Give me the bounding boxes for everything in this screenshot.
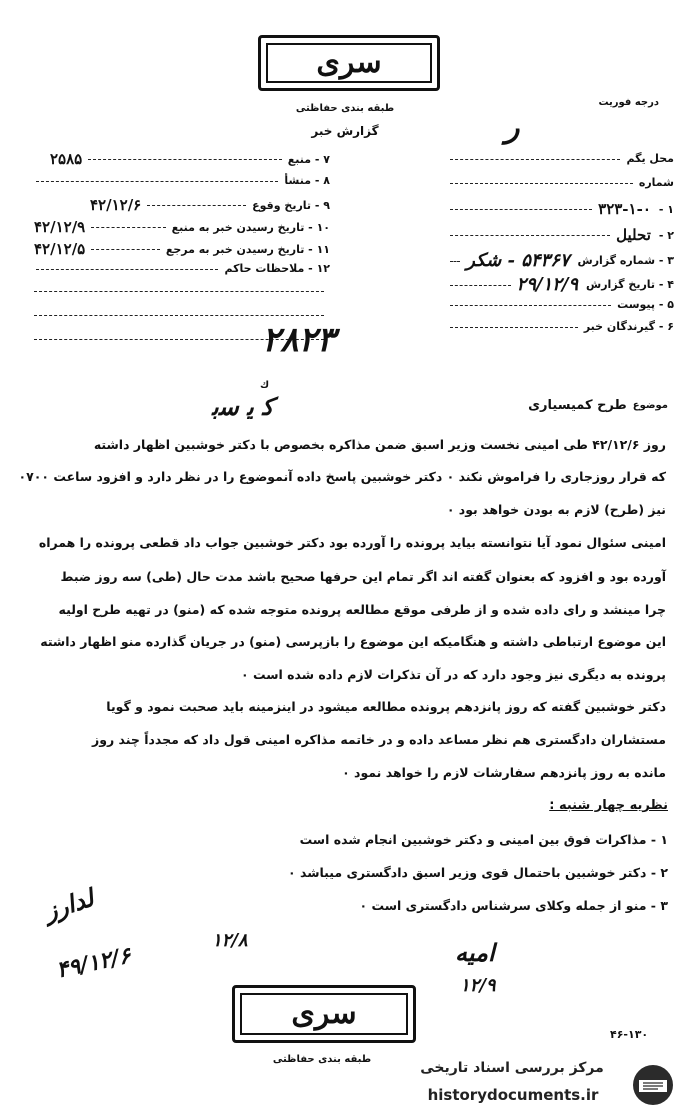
left-field-value: ۲۵۸۵: [50, 150, 83, 168]
form-code: ۴۶-۱۳۰: [610, 1028, 649, 1041]
right-field-label: ۲ -: [658, 228, 674, 242]
watermark-url: historydocuments.ir: [427, 1086, 599, 1104]
right-field-value: ۵۴۳۶۷ - شکر: [466, 250, 570, 271]
analysis-title: نظریه چهار شنبه :: [549, 798, 668, 813]
right-field-4: [444, 226, 674, 244]
handwritten-date-mid: ۱۲/۸: [212, 930, 248, 951]
body-line: پرونده به دیگری نیز وجود دارد که در آن تذکرات لازم داده شده است ۰: [241, 667, 666, 682]
bottom-secret-stamp-text: سری: [240, 993, 408, 1035]
watermark: [400, 1060, 690, 1110]
left-field-10: [30, 218, 330, 236]
left-field-11: [30, 240, 330, 258]
left-field-label: ۱۱ - تاریخ رسیدن خبر به مرجع: [165, 242, 330, 256]
left-field-label: ۸ - منشأ: [284, 174, 330, 187]
body-line: که قرار روزجاری را فراموش نکند ۰ دکتر خوشبین پاسخ داده آنموضوع را در نظر دارد و افزود ساعت ۰۷۰۰: [18, 469, 666, 484]
left-field-value: ۴۲/۱۲/۹: [34, 218, 86, 236]
urgency-label: درجه فوریت: [598, 97, 659, 108]
left-field-9: [30, 196, 330, 214]
right-field-value: تحلیل: [616, 226, 651, 244]
right-field-label: شماره: [638, 176, 674, 189]
right-field-label: ۵ - پیوست: [617, 298, 674, 311]
right-field-8: [444, 320, 674, 333]
subject-mark: ك: [260, 380, 270, 391]
right-field-6: [444, 274, 674, 295]
body-line: دکتر خوشبین گفته که روز پانزدهم پرونده مطالعه میشود در اینزمینه باید صحبت نمود و گویا: [106, 699, 666, 714]
watermark-logo-icon: [622, 1062, 684, 1112]
right-field-label: محل یگم: [626, 152, 674, 165]
handwritten-signature-date: ۱۲/۹: [460, 975, 496, 996]
body-line: نیز (طرح) لازم به بودن خواهد بود ۰: [446, 502, 666, 517]
urgency-mark: ر: [505, 110, 520, 145]
right-field-2: [444, 176, 674, 189]
left-field-value: ۴۲/۱۲/۶: [90, 196, 142, 214]
blank-line: [34, 290, 324, 292]
handwritten-date-left: ۴۹/۱۲/۶: [54, 942, 134, 984]
signature: ﺍﻣﯿﻪ: [455, 938, 495, 967]
form-title: گزارش خبر: [311, 124, 379, 138]
body-line: این موضوع ارتباطی داشته و هنگامیکه این موضوع را بازپرسی (منو) در جریان گذارده منو اظهار داشته: [40, 634, 666, 649]
right-field-label: ۳ - شماره گزارش: [577, 254, 674, 267]
subject-handwritten-scribble: ﻛ ﯾ ﺳﺑ: [212, 392, 274, 421]
blank-line: [34, 314, 324, 316]
top-secret-stamp: [258, 35, 440, 91]
right-field-value: ۳۲۳-۱-۰: [598, 200, 651, 218]
watermark-title: مرکز بررسی اسناد تاریخی: [420, 1060, 604, 1076]
right-field-3: [444, 200, 674, 218]
left-field-label: ۷ - منبع: [287, 152, 330, 166]
body-line: مانده به روز پانزدهم سفارشات لازم را خواهد نمود ۰: [342, 765, 666, 780]
subject-row: [368, 398, 668, 413]
left-field-12: [30, 262, 330, 275]
center-handwritten-number: ۲۸۲۳: [262, 320, 336, 360]
body-line: چرا مینشد و رای داده شده و از طرفی موقع مطالعه پرونده متوجه شده که (منو) در تهیه طرح اولیه: [58, 602, 666, 617]
right-field-1: [444, 152, 674, 165]
right-field-value: ۲۹/۱۲/۹: [516, 274, 579, 295]
left-field-label: ۱۰ - تاریخ رسیدن خبر به منبع: [171, 220, 330, 234]
analysis-item: ۲ - دکتر خوشبین باحتمال قوی وزیر اسبق دادگستری میباشد ۰: [287, 865, 668, 880]
left-field-label: ۱۲ - ملاحظات حاکم: [224, 262, 330, 275]
top-secret-stamp-text: سری: [266, 43, 432, 83]
right-field-7: [444, 298, 674, 311]
bottom-secret-stamp: [232, 985, 416, 1043]
handwritten-note-left: ﻟﺪﺍﺭﺯ: [40, 883, 98, 926]
body-line: آورده بود و افزود که بعنوان گفته اند اگر تمام این حرفها صحیح باشد مدت حال (طی) سه روز ضبط: [60, 569, 666, 584]
body-line: مستشاران دادگستری هم نظر مساعد داده و در خاتمه مذاکره امینی قول داد که مجدداً چند روز: [92, 732, 666, 747]
subject-label: موضوع: [632, 400, 668, 411]
body-line: روز ۴۲/۱۲/۶ طی امینی نخست وزیر اسبق ضمن مذاکره بخصوص با دکتر خوشبین اظهار داشته: [93, 437, 666, 452]
left-field-7: [30, 150, 330, 168]
right-field-label: ۱ -: [658, 202, 674, 216]
right-field-label: ۴ - تاریخ گزارش: [586, 278, 674, 291]
left-field-value: ۴۲/۱۲/۵: [34, 240, 86, 258]
left-field-label: ۹ - تاریخ وقوع: [252, 198, 330, 212]
analysis-item: ۱ - مذاکرات فوق بین امینی و دکتر خوشبین انجام شده است: [299, 832, 668, 847]
body-line: امینی سئوال نمود آیا نتوانسته بیاید پرونده را آورده بود دکتر خوشبین جواب داد قطعی پرونده را همراه: [38, 535, 666, 550]
right-field-label: ۶ - گیرندگان خبر: [583, 320, 674, 333]
left-field-8: [30, 174, 330, 187]
right-field-5: [444, 250, 674, 271]
top-classification-caption: طبقه بندی حفاظتی: [295, 103, 395, 114]
bottom-classification-caption: طبقه بندی حفاظتی: [272, 1054, 372, 1065]
analysis-item: ۳ - منو از جمله وکلای سرشناس دادگستری است ۰: [359, 898, 668, 913]
subject-text: طرح کمیسیاری: [528, 398, 627, 413]
